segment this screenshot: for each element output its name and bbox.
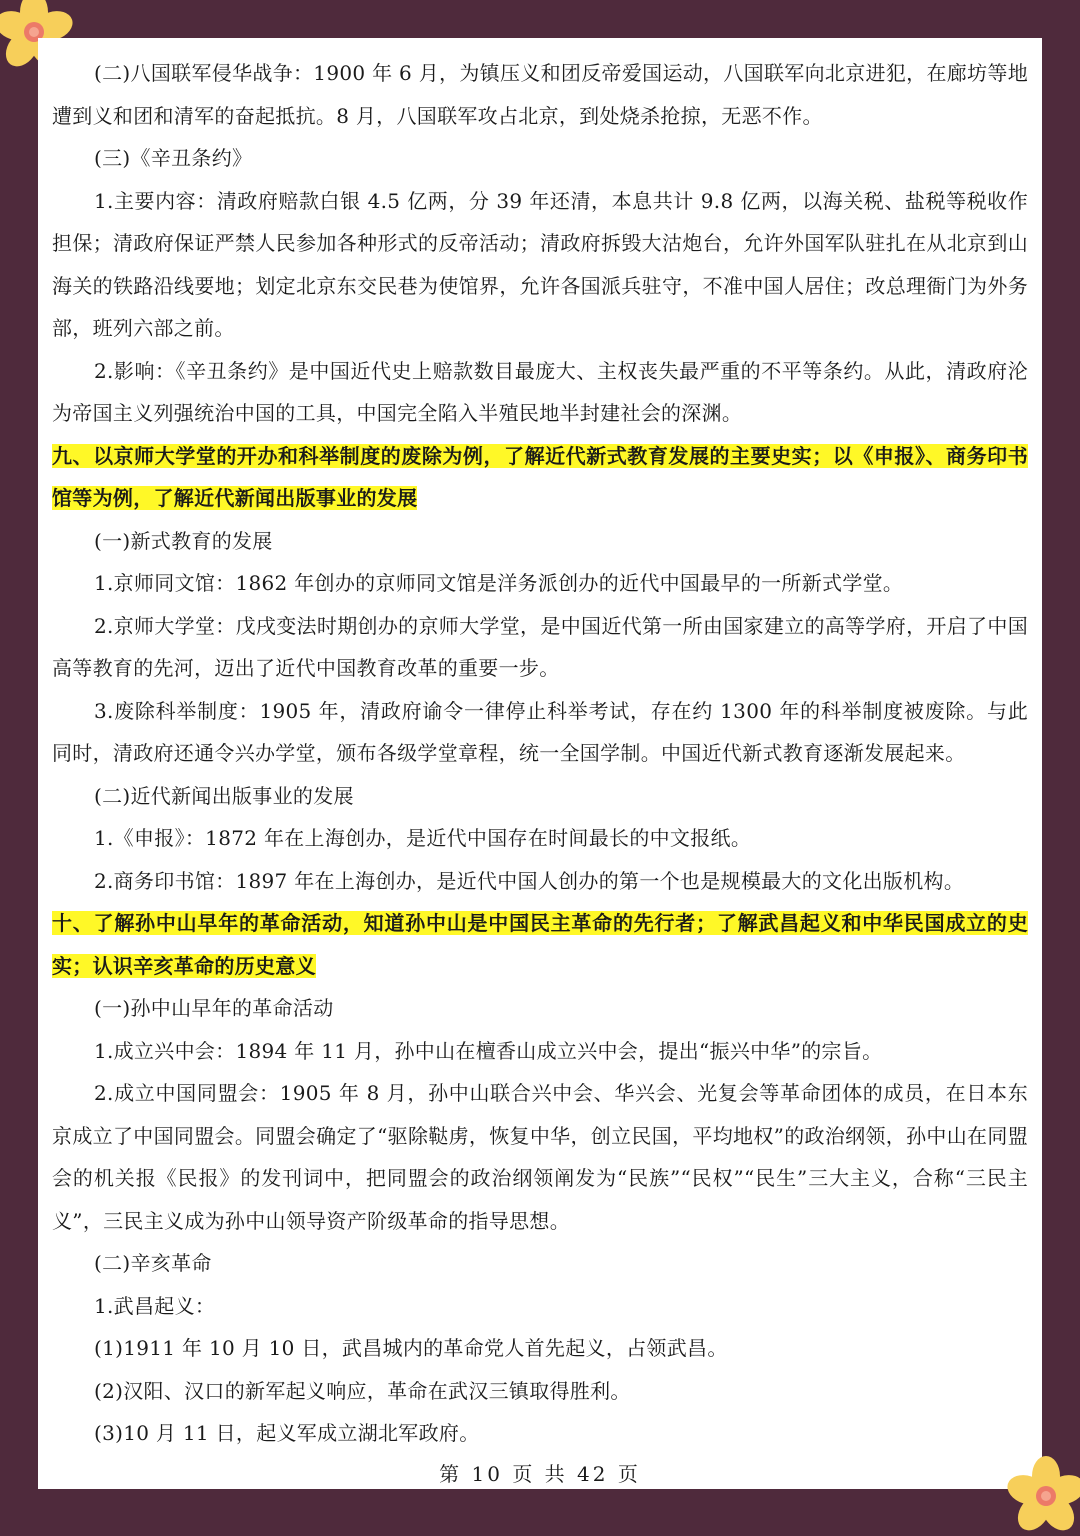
paragraph: 1.京师同文馆：1862 年创办的京师同文馆是洋务派创办的近代中国最早的一所新式学堂。: [94, 571, 904, 595]
paragraph: 3.废除科举制度：1905 年，清政府谕令一律停止科举考试，存在约 1300 年的科举制度被废除。与此同时，清政府还通令兴办学堂，颁布各级学堂章程，统一全国学制。中国近代新式教育逐渐发展起来。: [52, 698, 1028, 765]
document-body: [52, 52, 1028, 1455]
paragraph: 2.影响：《辛丑条约》是中国近代史上赔款数目最庞大、主权丧失最严重的不平等条约。从此，清政府沦为帝国主义列强统治中国的工具，中国完全陷入半殖民地半封建社会的深渊。: [52, 358, 1028, 425]
document-page: [38, 38, 1042, 1489]
paragraph: 2.成立中国同盟会：1905 年 8 月，孙中山联合兴中会、华兴会、光复会等革命团体的成员，在日本东京成立了中国同盟会。同盟会确定了“驱除鞑虏，恢复中华，创立民国，平均地权”的政治纲领，孙中山在同盟会的机关报《民报》的发刊词中，把同盟会的政治纲领阐发为“民族”“民权”“民生”三大主义，合称“三民主义”，三民主义成为孙中山领导资产阶级革命的指导思想。: [52, 1081, 1028, 1233]
paragraph: (三)《辛丑条约》: [94, 146, 253, 170]
paragraph: 2.商务印书馆：1897 年在上海创办，是近代中国人创办的第一个也是规模最大的文化出版机构。: [94, 868, 965, 893]
paragraph: (1)1911 年 10 月 10 日，武昌城内的革命党人首先起义，占领武昌。: [94, 1336, 728, 1360]
paragraph: (二)辛亥革命: [94, 1251, 212, 1275]
paragraph: (一)新式教育的发展: [94, 528, 273, 553]
highlighted-text: 十、了解孙中山早年的革命活动，知道孙中山是中国民主革命的先行者；了解武昌起义和中华民国成立的史实；认识辛亥革命的历史意义: [52, 911, 1028, 978]
paragraph: (二)八国联军侵华战争：1900 年 6 月，为镇压义和团反帝爱国运动，八国联军向北京进犯，在廊坊等地遭到义和团和清军的奋起抵抗。8 月，八国联军攻占北京，到处烧杀抢掠，无恶不作。: [52, 61, 1028, 128]
section-heading: [52, 435, 1028, 520]
paragraph: (3)10 月 11 日，起义军成立湖北军政府。: [94, 1421, 480, 1445]
section-heading: [52, 902, 1028, 987]
highlighted-text: 九、以京师大学堂的开办和科举制度的废除为例，了解近代新式教育发展的主要史实；以《申报》、商务印书馆等为例，了解近代新闻出版事业的发展: [52, 443, 1028, 510]
paragraph: (2)汉阳、汉口的新军起义响应，革命在武汉三镇取得胜利。: [94, 1378, 631, 1403]
paragraph: 1.主要内容：清政府赔款白银 4.5 亿两，分 39 年还清，本息共计 9.8 亿两，以海关税、盐税等税收作担保；清政府保证严禁人民参加各种形式的反帝活动；清政府拆毁大沽炮台，允许外国军队驻扎在从北京到山海关的铁路沿线要地；划定北京东交民巷为使馆界，允许各国派兵驻守，不准中国人居住；改总理衙门为外务部，班列六部之前。: [52, 188, 1028, 340]
page-footer: 第 10 页 共 42 页: [439, 1462, 641, 1486]
paragraph: 1.《申报》：1872 年在上海创办，是近代中国存在时间最长的中文报纸。: [94, 826, 752, 850]
paragraph: 1.武昌起义：: [94, 1293, 216, 1318]
flower-icon: [1006, 1456, 1080, 1536]
paragraph: 1.成立兴中会：1894 年 11 月，孙中山在檀香山成立兴中会，提出“振兴中华”的宗旨。: [94, 1038, 883, 1063]
paragraph: 2.京师大学堂：戊戌变法时期创办的京师大学堂，是中国近代第一所由国家建立的高等学府，开启了中国高等教育的先河，迈出了近代中国教育改革的重要一步。: [52, 613, 1028, 680]
paragraph: (一)孙中山早年的革命活动: [94, 996, 334, 1020]
paragraph: (二)近代新闻出版事业的发展: [94, 783, 354, 808]
